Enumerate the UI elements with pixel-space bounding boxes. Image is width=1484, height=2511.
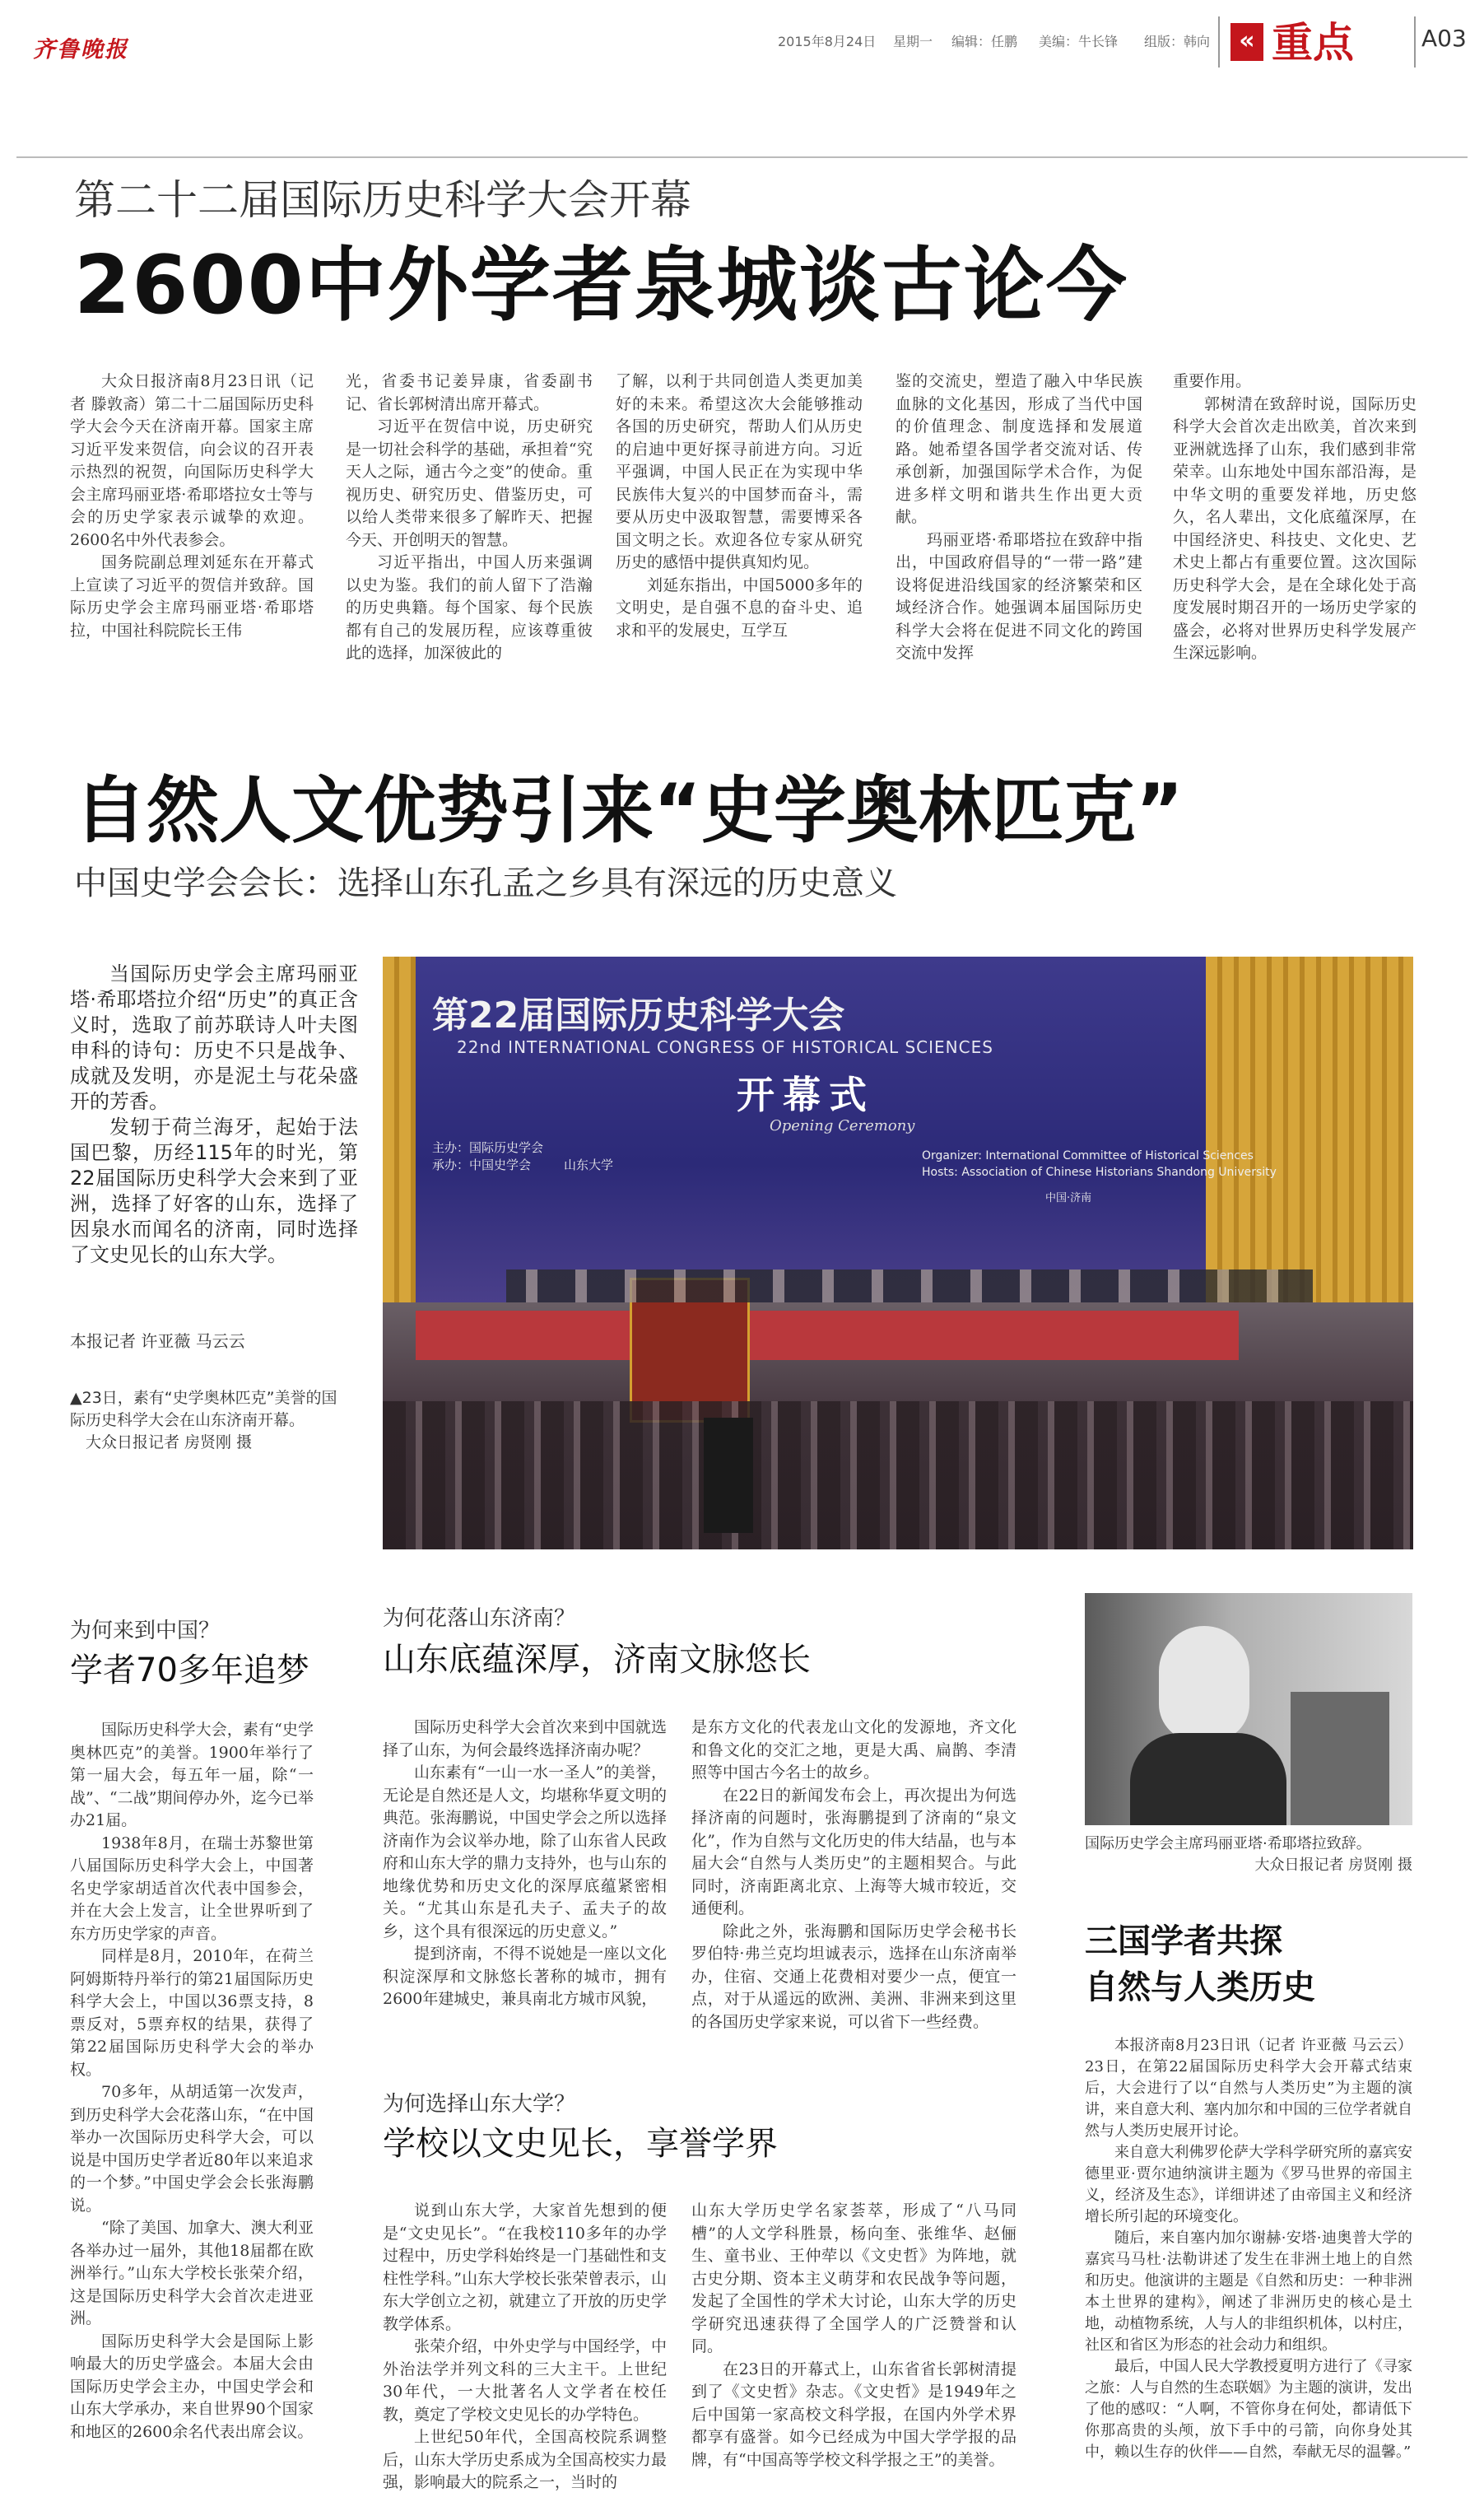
layout-credit: 组版：韩向 bbox=[1144, 34, 1211, 49]
article2-subhead: 中国史学会会长：选择山东孔孟之乡具有深远的历史意义 bbox=[74, 864, 897, 902]
sec3-title: 学校以文史见长，享誉学界 bbox=[383, 2125, 778, 2163]
sec2-col-2: 是东方文化的代表龙山文化的发源地，齐文化和鲁文化的交汇之地，更是大禹、扁鹊、李清照等中国古今名士的故乡。 在22日的新闻发布会上，再次提出为何选择济南的问题时，张海鹏提到了济南的“泉文化”，作为自然与文化历史的伟大结晶，也与本届大会“自然与人类历史”的主题相契合。与此同时，济南距离北京、上海等大城市较近，交通便利。 除此之外，张海鹏和国际历史学会秘书长罗伯特·弗兰克均坦诚表示，选择在山东济南举办，住宿、交通上花费相对要少一点，便宜一点，对于从遥远的欧洲、美洲、非洲来到这里的各国历史学家来说，可以省下一些经费。 bbox=[691, 1718, 1016, 2031]
section-chevron-icon: « bbox=[1230, 23, 1263, 61]
photo-banner-place: 中国·济南 bbox=[1045, 1192, 1092, 1204]
article1-col-4: 鉴的交流史，塑造了融入中华民族血脉的文化基因，形成了当代中国的价值理念、制度选择和发展道路。她希望各国学者交流对话、传承创新，加强国际学术合作，为促进多样文明和谐共生作出更大贡献。 玛丽亚塔·希耶塔拉在致辞中指出，中国政府倡导的“一带一路”建设将促进沿线国家的经济繁荣和区域经济合作。她强调本届国际历史科学大会将在促进不同文化的跨国交流中发挥 bbox=[896, 372, 1142, 662]
top-rule bbox=[16, 156, 1468, 158]
article1-col-5: 重要作用。 郭树清在致辞时说，国际历史科学大会首次走出欧美，首次来到亚洲就选择了山东，我们感到非常荣幸。山东地处中国东部沿海，是中华文明的重要发祥地，历史悠久，名人辈出，文化底蕴深厚，在中国经济史、科技史、文化史、艺术史上都占有重要位置。这次国际历史科学大会，是在全球化处于高度发展时期召开的一场历史学家的盛会，必将对世界历史科学发展产生深远影响。 bbox=[1173, 372, 1417, 662]
photo-banner-sub: Opening Ceremony bbox=[770, 1117, 915, 1134]
article1-col-2: 光，省委书记姜异康，省委副书记、省长郭树清出席开幕式。 习近平在贺信中说，历史研究是一切社会科学的基础，承担着“究天人之际，通古今之变”的使命。重视历史、研究历史、借鉴历史，可以给人类带来很多了解昨天、把握今天、开创明天的智慧。 习近平指出，中国人历来强调以史为鉴。我们的前人留下了浩瀚的历史典籍。每个国家、每个民族都有自己的发展历程，应该尊重彼此的选择，加深彼此的 bbox=[346, 372, 593, 662]
article2-intro: 当国际历史学会主席玛丽亚塔·希耶塔拉介绍“历史”的真正含义时，选取了前苏联诗人叶夫图申科的诗句：历史不只是战争、成就及发明，亦是泥土与花朵盛开的芳香。 发轫于荷兰海牙，起始于法国巴黎，历经115年的时光，第22届国际历史科学大会来到了亚洲，选择了好客的山东，选择了因泉水而闻名的济南，同时选择了文史见长的山东大学。 bbox=[70, 962, 358, 1266]
masthead-divider-right bbox=[1414, 16, 1416, 68]
sidebar-photo-caption: 国际历史学会主席玛丽亚塔·希耶塔拉致辞。 大众日报记者 房贤刚 摄 bbox=[1085, 1835, 1412, 1874]
photo-banner-cn: 第22届国际历史科学大会 bbox=[432, 995, 845, 1037]
sec2-kicker: 为何花落山东济南？ bbox=[383, 1606, 576, 1631]
masthead-divider bbox=[1218, 16, 1220, 68]
newspaper-logo: 齐鲁晚报 bbox=[33, 37, 128, 63]
main-photo bbox=[383, 957, 1413, 1549]
sec1-body: 国际历史科学大会，素有“史学奥林匹克”的美誉。1900年举行了第一届大会，每五年一届，除“一战”、“二战”期间停办外，迄今已举办21届。 1938年8月，在瑞士苏黎世第八届国际历史科学大会上，中国著名史学家胡适首次代表中国参会，并在大会上发言，让全世界听到了东方历史学家的声音。 同样是8月，2010年，在荷兰阿姆斯特丹举行的第21届国际历史科学大会上，中国以36票支持，8票反对，5票弃权的结果，获得了第22届国际历史科学大会的举办权。 70多年，从胡适第一次发声，到历史科学大会花落山东，“在中国举办一次国际历史科学大会，可以说是中国历史学者近80年以来追求的一个梦。”中国史学会会长张海鹏说。 “除了美国、加拿大、澳大利亚各举办过一届外，其他18届都在欧洲举行。”山东大学校长张荣介绍，这是国际历史科学大会首次走进亚洲。 国际历史科学大会是国际上影响最大的历史学盛会。本届大会由国际历史学会主办，中国史学会和山东大学承办，来自世界90个国家和地区的2600余名代表出席会议。 bbox=[70, 1721, 314, 2441]
sec2-title: 山东底蕴深厚，济南文脉悠长 bbox=[383, 1641, 811, 1679]
sidebar-photo bbox=[1085, 1593, 1412, 1825]
sec3-col-2: 山东大学历史学名家荟萃，形成了“八马同槽”的人文学科胜景，杨向奎、张维华、赵俪生、童书业、王仲荦以《文史哲》为阵地，就古史分期、资本主义萌芽和农民战争等问题，发起了全国性的学术大讨论，山东大学的历史学研究迅速获得了全国学人的广泛赞誉和认同。 在23日的开幕式上，山东省省长郭树清提到了《文史哲》杂志。《文史哲》是1949年之后中国第一家高校文科学报，在国内外学术界都享有盛誉。如今已经成为中国大学学报的品牌，有“中国高等学校文科学报之王”的美誉。 bbox=[691, 2201, 1016, 2469]
page-number: A03 bbox=[1421, 25, 1467, 52]
section-name: 重点 bbox=[1272, 19, 1354, 67]
sidebar-title: 三国学者共探 自然与人类历史 bbox=[1085, 1922, 1315, 2006]
photo-banner-right: Organizer: International Committee of Historical Sciences Hosts: Association of Chinese Historians Shandong University bbox=[922, 1149, 1277, 1179]
editor-credit: 编辑：任鹏 bbox=[951, 34, 1018, 49]
photo-banner-left: 主办：国际历史学会 承办：中国史学会 山东大学 bbox=[432, 1140, 614, 1172]
masthead bbox=[0, 0, 1484, 74]
article1-col-3: 了解，以利于共同创造人类更加美好的未来。希望这次大会能够推动各国的历史研究，帮助人们从历史的启迪中更好探寻前进方向。习近平强调，中国人民正在为实现中华民族伟大复兴的中国梦而奋斗，需要从历史中汲取智慧，需要博采各国文明之长。欢迎各位专家从研究历史的感悟中提供真知灼见。 刘延东指出，中国5000多年的文明史，是自强不息的奋斗史、追求和平的发展史，互学互 bbox=[616, 372, 863, 640]
issue-weekday: 星期一 bbox=[893, 34, 933, 49]
sec1-title: 学者70多年追梦 bbox=[70, 1651, 309, 1689]
sec3-kicker: 为何选择山东大学？ bbox=[383, 2092, 576, 2117]
sec3-col-1: 说到山东大学，大家首先想到的便是“文史见长”。“在我校110多年的办学过程中，历史学科始终是一门基础性和支柱性学科。”山东大学校长张荣曾表示，山东大学创立之初，就建立了开放的历史学教学体系。 张荣介绍，中外史学与中国经学，中外治法学并列文科的三大主干。上世纪30年代，一大批著名人文学者在校任教，奠定了学校文史见长的办学特色。 上世纪50年代，全国高校院系调整后，山东大学历史系成为全国高校实力最强，影响最大的院系之一，当时的 bbox=[383, 2201, 667, 2491]
article1-col-1: 大众日报济南8月23日讯（记者 滕敦斋）第二十二届国际历史科学大会今天在济南开幕。国家主席习近平发来贺信，向会议的召开表示热烈的祝贺，向国际历史科学大会主席玛丽亚塔·希耶塔拉女士等与会的历史学家表示诚挚的欢迎。2600名中外代表参会。 国务院副总理刘延东在开幕式上宣读了习近平的贺信并致辞。国际历史学会主席玛丽亚塔·希耶塔拉，中国社科院院长王伟 bbox=[70, 372, 314, 640]
issue-date: 2015年8月24日 bbox=[778, 34, 877, 49]
photo-banner-title: 开幕式 bbox=[737, 1073, 875, 1117]
photo-banner-en: 22nd INTERNATIONAL CONGRESS OF HISTORICAL SCIENCES bbox=[457, 1037, 993, 1057]
main-photo-caption: ▲23日，素有“史学奥林匹克”美誉的国际历史科学大会在山东济南开幕。 大众日报记者 房贤刚 摄 bbox=[70, 1389, 337, 1451]
sidebar-body: 本报济南8月23日讯（记者 许亚薇 马云云） 23日，在第22届国际历史科学大会开幕式结束后，大会进行了以“自然与人类历史”为主题的演讲，来自意大利、塞内加尔和中国的三位学者就自然与人类历史展开讨论。 来自意大利佛罗伦萨大学科学研究所的嘉宾安德里亚·贾尔迪纳演讲主题为《罗马世界的帝国主义，经济及生态》，详细讲述了由帝国主义和经济增长所引起的环境变化。 随后，来自塞内加尔谢赫·安塔·迪奥普大学的嘉宾马马杜·法勒讲述了发生在非洲土地上的自然和历史。他演讲的主题是《自然和历史：一种非洲本土世界的建构》，阐述了非洲历史的核心是土地，动植物系统，人与人的非组织机体，以村庄，社区和省区为形态的社会动力和组织。 最后，中国人民大学教授夏明方进行了《寻家之旅：人与自然的生态联姻》为主题的演讲，发出了他的感叹：“人啊，不管你身在何处，都请低下你那高贵的头颅，放下手中的弓箭，向你身处其中，赖以生存的伙伴——自然，奉献无尽的温馨。” bbox=[1085, 2037, 1412, 2461]
article-headline: 2600中外学者泉城谈古论今 bbox=[74, 239, 1128, 333]
sec2-col-1: 国际历史科学大会首次来到中国就选择了山东，为何会最终选择济南办呢？ 山东素有“一山一水一圣人”的美誉，无论是自然还是人文，均堪称华夏文明的典范。张海鹏说，中国史学会之所以选择济南作为会议举办地，除了山东省人民政府和山东大学的鼎力支持外，也与山东的地缘优势和历史文化的深厚底蕴紧密相关。“尤其山东是孔夫子、孟夫子的故乡，这个具有很深远的历史意义。” 提到济南，不得不说她是一座以文化积淀深厚和文脉悠长著称的城市，拥有2600年建城史，兼具南北方城市风貌， bbox=[383, 1718, 667, 2008]
article1-dateline-para: 大众日报济南8月23日讯（记者 滕敦斋）第二十二届国际历史科学大会今天在济南开幕。国家主席习近平发来贺信，向会议的召开表示热烈的祝贺，向国际历史科学大会主席玛丽亚塔·希耶塔拉女士等与会的历史学家表示诚挚的欢迎。2600名中外代表参会。 bbox=[70, 372, 314, 549]
article2-headline: 自然人文优势引来“史学奥林匹克” bbox=[74, 768, 1184, 853]
article2-byline: 本报记者 许亚薇 马云云 bbox=[70, 1331, 245, 1351]
article-kicker: 第二十二届国际历史科学大会开幕 bbox=[74, 176, 691, 224]
sec1-kicker: 为何来到中国？ bbox=[70, 1619, 221, 1643]
designer-credit: 美编：牛长锋 bbox=[1039, 34, 1119, 49]
